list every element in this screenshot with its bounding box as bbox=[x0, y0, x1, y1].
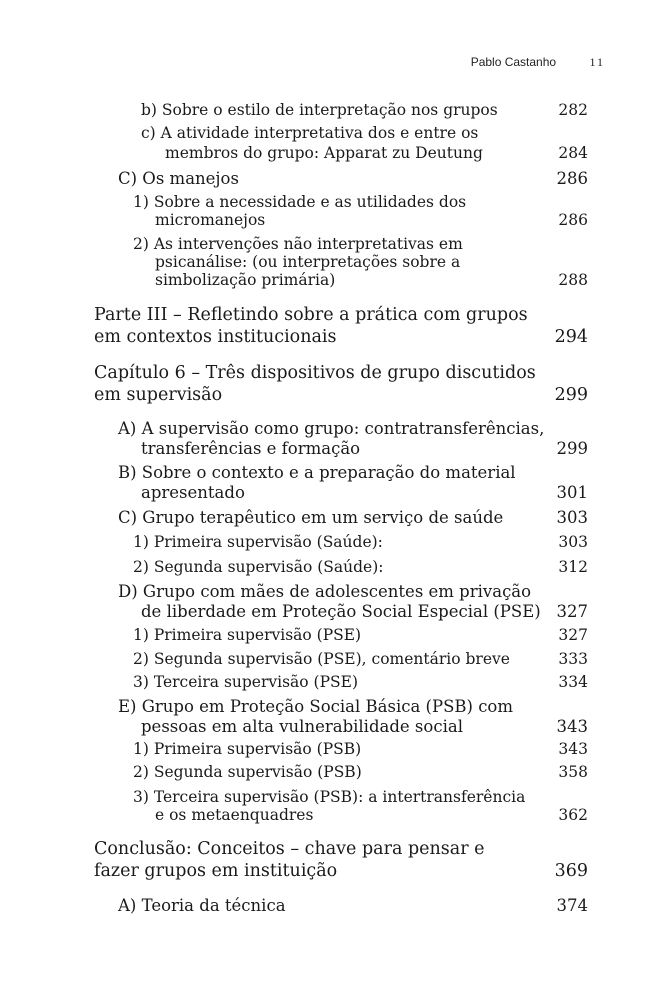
toc-entry-page: 369 bbox=[554, 861, 588, 881]
toc-entry-title-continuation: em contextos institucionais bbox=[94, 327, 337, 347]
toc-entry-title-continuation: em supervisão bbox=[94, 385, 223, 405]
toc-entry-title: D) Grupo com mães de adolescentes em privação bbox=[118, 582, 532, 601]
toc-entry-title: 1) Primeira supervisão (PSE) bbox=[133, 626, 362, 644]
toc-entry-title: C) Grupo terapêutico em um serviço de saúde bbox=[118, 508, 504, 527]
toc-entry-title: 2) Segunda supervisão (PSE), comentário breve bbox=[133, 650, 510, 668]
toc-entry-title: 3) Terceira supervisão (PSE) bbox=[133, 673, 359, 691]
toc-entry-title-continuation: pessoas em alta vulnerabilidade social bbox=[141, 717, 463, 736]
toc-entry-page: 312 bbox=[558, 558, 588, 576]
toc-entry-title-continuation: membros do grupo: Apparat zu Deutung bbox=[165, 144, 483, 162]
toc-entry-page: 358 bbox=[558, 763, 588, 781]
toc-entry-page: 333 bbox=[558, 650, 588, 668]
toc-entry-page: 301 bbox=[556, 483, 588, 502]
toc-entry-title-continuation: transferências e formação bbox=[141, 439, 361, 458]
toc-entry-page: 327 bbox=[556, 602, 588, 621]
toc-entry-title-continuation: micromanejos bbox=[155, 211, 266, 229]
toc-entry-title: 1) Primeira supervisão (Saúde): bbox=[133, 533, 383, 551]
toc-entry-page: 362 bbox=[558, 806, 588, 824]
toc-entry-title: B) Sobre o contexto e a preparação do material bbox=[118, 463, 516, 482]
toc-entry-title: A) A supervisão como grupo: contratransferências, bbox=[118, 419, 545, 438]
toc-entry-title: 2) Segunda supervisão (Saúde): bbox=[133, 558, 384, 576]
running-header bbox=[471, 55, 605, 70]
toc-entry-title: 1) Sobre a necessidade e as utilidades dos bbox=[133, 193, 467, 211]
toc-entry-page: 282 bbox=[558, 101, 588, 119]
toc-entry-page: 288 bbox=[558, 271, 588, 289]
toc-entry-title: b) Sobre o estilo de interpretação nos grupos bbox=[141, 101, 498, 119]
toc-entry-title: E) Grupo em Proteção Social Básica (PSB) com bbox=[118, 697, 514, 716]
toc-entry-title: Conclusão: Conceitos – chave para pensar e bbox=[94, 839, 485, 859]
toc-entry-page: 303 bbox=[558, 533, 588, 551]
toc-entry-title-continuation: fazer grupos em instituição bbox=[94, 861, 338, 881]
toc-entry-page: 299 bbox=[554, 385, 588, 405]
toc-entry-page: 334 bbox=[558, 673, 588, 691]
toc-entry-page: 286 bbox=[558, 211, 588, 229]
page-number: 11 bbox=[589, 55, 605, 69]
toc-entry-page: 294 bbox=[554, 327, 588, 347]
toc-entry-page: 343 bbox=[558, 740, 588, 758]
toc-entry-title: 2) Segunda supervisão (PSB) bbox=[133, 763, 362, 781]
toc-entry-title: c) A atividade interpretativa dos e entre os bbox=[141, 124, 479, 142]
toc-entry-title: 2) As intervenções não interpretativas em bbox=[133, 235, 463, 253]
toc-entry-page: 299 bbox=[556, 439, 588, 458]
toc-entry-title: A) Teoria da técnica bbox=[118, 896, 286, 915]
toc-entry-title: Capítulo 6 – Três dispositivos de grupo discutidos bbox=[94, 363, 536, 383]
toc-entry-title-continuation: apresentado bbox=[141, 483, 245, 502]
toc-entry-title: 1) Primeira supervisão (PSB) bbox=[133, 740, 362, 758]
toc-entry-title-continuation: e os metaenquadres bbox=[155, 806, 314, 824]
toc-entry-page: 286 bbox=[556, 169, 588, 188]
toc-entry-title: Parte III – Refletindo sobre a prática com grupos bbox=[94, 305, 528, 325]
toc-entry-title: 3) Terceira supervisão (PSB): a intertransferência bbox=[133, 788, 526, 806]
toc-entry-page: 374 bbox=[556, 896, 588, 915]
running-header-author: Pablo Castanho bbox=[470, 55, 557, 69]
toc-entry-title-continuation: simbolização primária) bbox=[155, 271, 336, 289]
toc-entry-page: 327 bbox=[558, 626, 588, 644]
toc-entry-title-continuation: psicanálise: (ou interpretações sobre a bbox=[155, 253, 461, 271]
toc-entry-page: 303 bbox=[556, 508, 588, 527]
toc-entry-page: 284 bbox=[558, 144, 588, 162]
toc-entry-title-continuation: de liberdade em Proteção Social Especial (PSE) bbox=[141, 602, 541, 621]
toc-entry-page: 343 bbox=[556, 717, 588, 736]
toc-entry-title: C) Os manejos bbox=[118, 169, 239, 188]
